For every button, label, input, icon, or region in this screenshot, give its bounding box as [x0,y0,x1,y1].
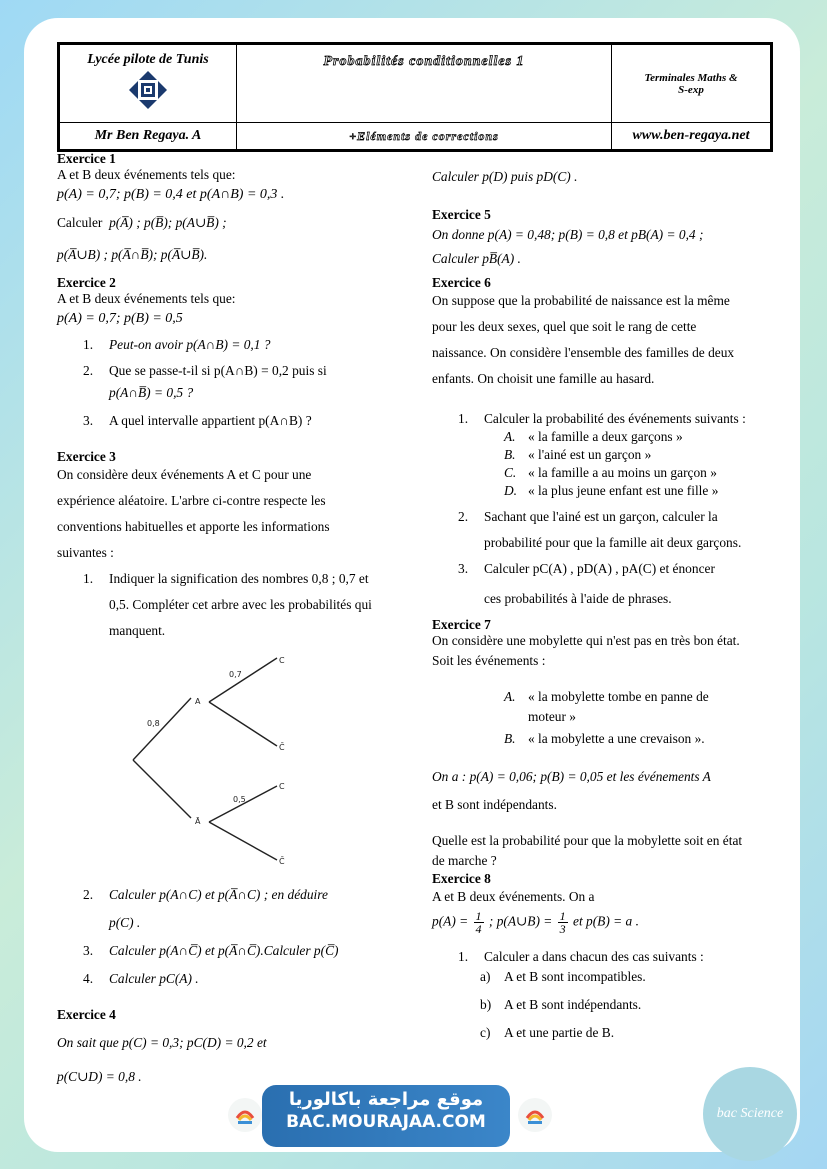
ex3-item-1-cont1: 0,5. Compléter cet arbre avec les probabilités qui [109,597,372,612]
website-link[interactable]: www.ben-regaya.net [612,123,771,150]
tree-branch-abar-c [209,786,277,822]
tree-branch-a-c [209,658,277,702]
ex2-line2: p(A) = 0,7; p(B) = 0,5 [57,311,183,326]
footer-arabic-text: موقع مراجعة باكالوريا [288,1089,484,1110]
ex4-title: Exercice 4 [57,1007,116,1022]
ex8-equation: p(A) = $\frac{1}{4}$ ; p(A∪B) = $\frac{1}{3}$ et p(B) = a . [432,909,639,936]
ex7-line4: et B sont indépendants. [432,797,557,812]
ex7-line5: Quelle est la probabilité pour que la mobylette soit en état [432,833,743,848]
fraction-quarter: $\frac{1}{4}$ [475,909,482,936]
ex6-event-b: B. « l'ainé est un garçon » [504,447,652,462]
ex6-event-c: C. « la famille a au moins un garçon » [504,465,717,480]
ex7-line2: Soit les événements : [432,653,546,668]
ex1-line2: p(A) = 0,7; p(B) = 0,4 et p(A∩B) = 0,3 . [57,187,285,202]
ex5-line1: On donne p(A) = 0,48; p(B) = 0,8 et pB(A) = 0,4 ; [432,227,704,242]
ex8-title: Exercice 8 [432,871,491,886]
ex7-event-a: A. « la mobylette tombe en panne de [504,689,709,704]
ex1-line3: Calculer p(A̅) ; p(B̅); p(A∪B̅) ; [57,215,227,230]
school-logo-icon [128,70,168,110]
ex7-line1: On considère une mobylette qui n'est pas en très bon état. [432,633,740,648]
ex6-item-3: 3. Calculer pC(A) , pD(A) , pA(C) et énoncer [458,561,715,576]
ex3-item-1: 1. Indiquer la signification des nombres 0,8 ; 0,7 et [83,571,369,586]
title-cell [237,45,612,123]
footer-logo-left-icon [228,1098,262,1132]
probability-tree [129,650,309,880]
footer-domain[interactable]: BAC.MOURAJAA.COM [286,1112,486,1132]
ex8-item-1: 1. Calculer a dans chacun des cas suivants : [458,949,704,964]
footer-banner[interactable] [262,1085,510,1147]
school-cell [60,45,237,123]
ex3-line-1: On considère deux événements A et C pour une [57,467,312,482]
ex8-line1: A et B deux événements. On a [432,889,595,904]
left-column [57,150,417,1090]
ex7-line6: de marche ? [432,853,497,868]
ex2-item-1: 1. Peut-on avoir p(A∩B) = 0,1 ? [83,337,271,352]
tree-leaf-c2: C [279,782,285,791]
ex7-event-a-cont: moteur » [528,709,576,724]
right-column [432,150,804,1050]
tree-leaf-cbar2: C̄ [279,857,285,866]
ex2-title: Exercice 2 [57,275,116,290]
tree-leaf-cbar1: C̄ [279,743,285,752]
ex6-item-2: 2. Sachant que l'ainé est un garçon, calculer la [458,509,718,524]
ex6-item-2-cont: probabilité pour que la famille ait deux garçons. [484,535,742,550]
ex6-event-d: D. « la plus jeune enfant est une fille » [504,483,719,498]
ex2-line1: A et B deux événements tels que: [57,291,236,306]
ex6-event-a: A. « la famille a deux garçons » [504,429,683,444]
footer-logo-right-icon [518,1098,552,1132]
ex8-case-a: a) A et B sont incompatibles. [480,969,646,984]
tree-label-p2: 0,7 [229,670,242,679]
ex2-item-3: 3. A quel intervalle appartient p(A∩B) ? [83,413,312,428]
ex7-event-b: B. « la mobylette a une crevaison ». [504,731,705,746]
level-cell [612,45,771,123]
ex6-item-1: 1. Calculer la probabilité des événements suivants : [458,411,746,426]
ex3-title: Exercice 3 [57,449,116,464]
ex3-item-3: 3. Calculer p(A∩C̅) et p(A̅∩C̅).Calculer p(C̅) [83,943,339,958]
ex1-line1: A et B deux événements tels que: [57,167,236,182]
tree-branch-a-cbar [209,702,277,746]
ex6-line-3: naissance. On considère l'ensemble des familles de deux [432,345,735,360]
tree-branch-abar [133,760,191,818]
ex7-title: Exercice 7 [432,617,491,632]
document-title: Probabilités conditionnelles 1 [323,54,525,69]
fraction-third: $\frac{1}{3}$ [559,909,566,936]
tree-branch-a [133,698,191,760]
ex6-line-1: On suppose que la probabilité de naissance est la même [432,293,730,308]
ex4-line1: On sait que p(C) = 0,3; pC(D) = 0,2 et [57,1035,267,1050]
ex5-title: Exercice 5 [432,207,491,222]
school-name: Lycée pilote de Tunis [87,52,209,67]
ex1-title: Exercice 1 [57,151,116,166]
ex3-line-2: expérience aléatoire. L'arbre ci-contre respecte les [57,493,326,508]
bac-science-badge: bac Science [703,1067,797,1161]
ex4-line2: p(C∪D) = 0,8 . [57,1069,142,1084]
level-line1: Terminales Maths & [644,71,738,84]
ex7-line3: On a : p(A) = 0,06; p(B) = 0,05 et les événements A [432,769,711,784]
ex6-line-4: enfants. On choisit une famille au hasard. [432,371,655,386]
tree-branch-abar-cbar [209,822,277,860]
ex2-item-2-cont: p(A∩B̅) = 0,5 ? [109,385,194,400]
ex8-case-c: c) A et une partie de B. [480,1025,615,1040]
tree-node-a: A [195,697,201,706]
ex6-item-3-cont: ces probabilités à l'aide de phrases. [484,591,672,606]
tree-leaf-c1: C [279,656,285,665]
ex3-item-4: 4. Calculer pC(A) . [83,971,199,986]
header-table [57,42,773,152]
document-subtitle: +Eléments de corrections [237,123,612,150]
ex8-case-b: b) A et B sont indépendants. [480,997,642,1012]
teacher-name: Mr Ben Regaya. A [60,123,237,150]
tree-label-p3: 0,5 [233,795,246,804]
ex2-item-2: 2. Que se passe-t-il si p(A∩B) = 0,2 puis si [83,363,327,378]
ex4-line3: Calculer p(D) puis pD(C) . [432,169,578,184]
level-line2: S-exp [678,83,704,96]
ex3-line-3: conventions habituelles et apporte les informations [57,519,330,534]
ex3-item-2-cont: p(C) . [109,915,141,930]
tree-node-abar: Ā [195,817,201,826]
ex3-item-1-cont2: manquent. [109,623,166,638]
ex1-line4: p(A̅∪B) ; p(A̅∩B̅); p(A̅∪B̅). [57,247,208,262]
tree-label-p1: 0,8 [147,719,160,728]
ex3-item-2: 2. Calculer p(A∩C) et p(A̅∩C) ; en déduire [83,887,328,902]
ex5-line2: Calculer pB̅(A) . [432,251,521,266]
ex6-line-2: pour les deux sexes, quel que soit le rang de cette [432,319,697,334]
ex3-line-4: suivantes : [57,545,114,560]
ex6-title: Exercice 6 [432,275,491,290]
